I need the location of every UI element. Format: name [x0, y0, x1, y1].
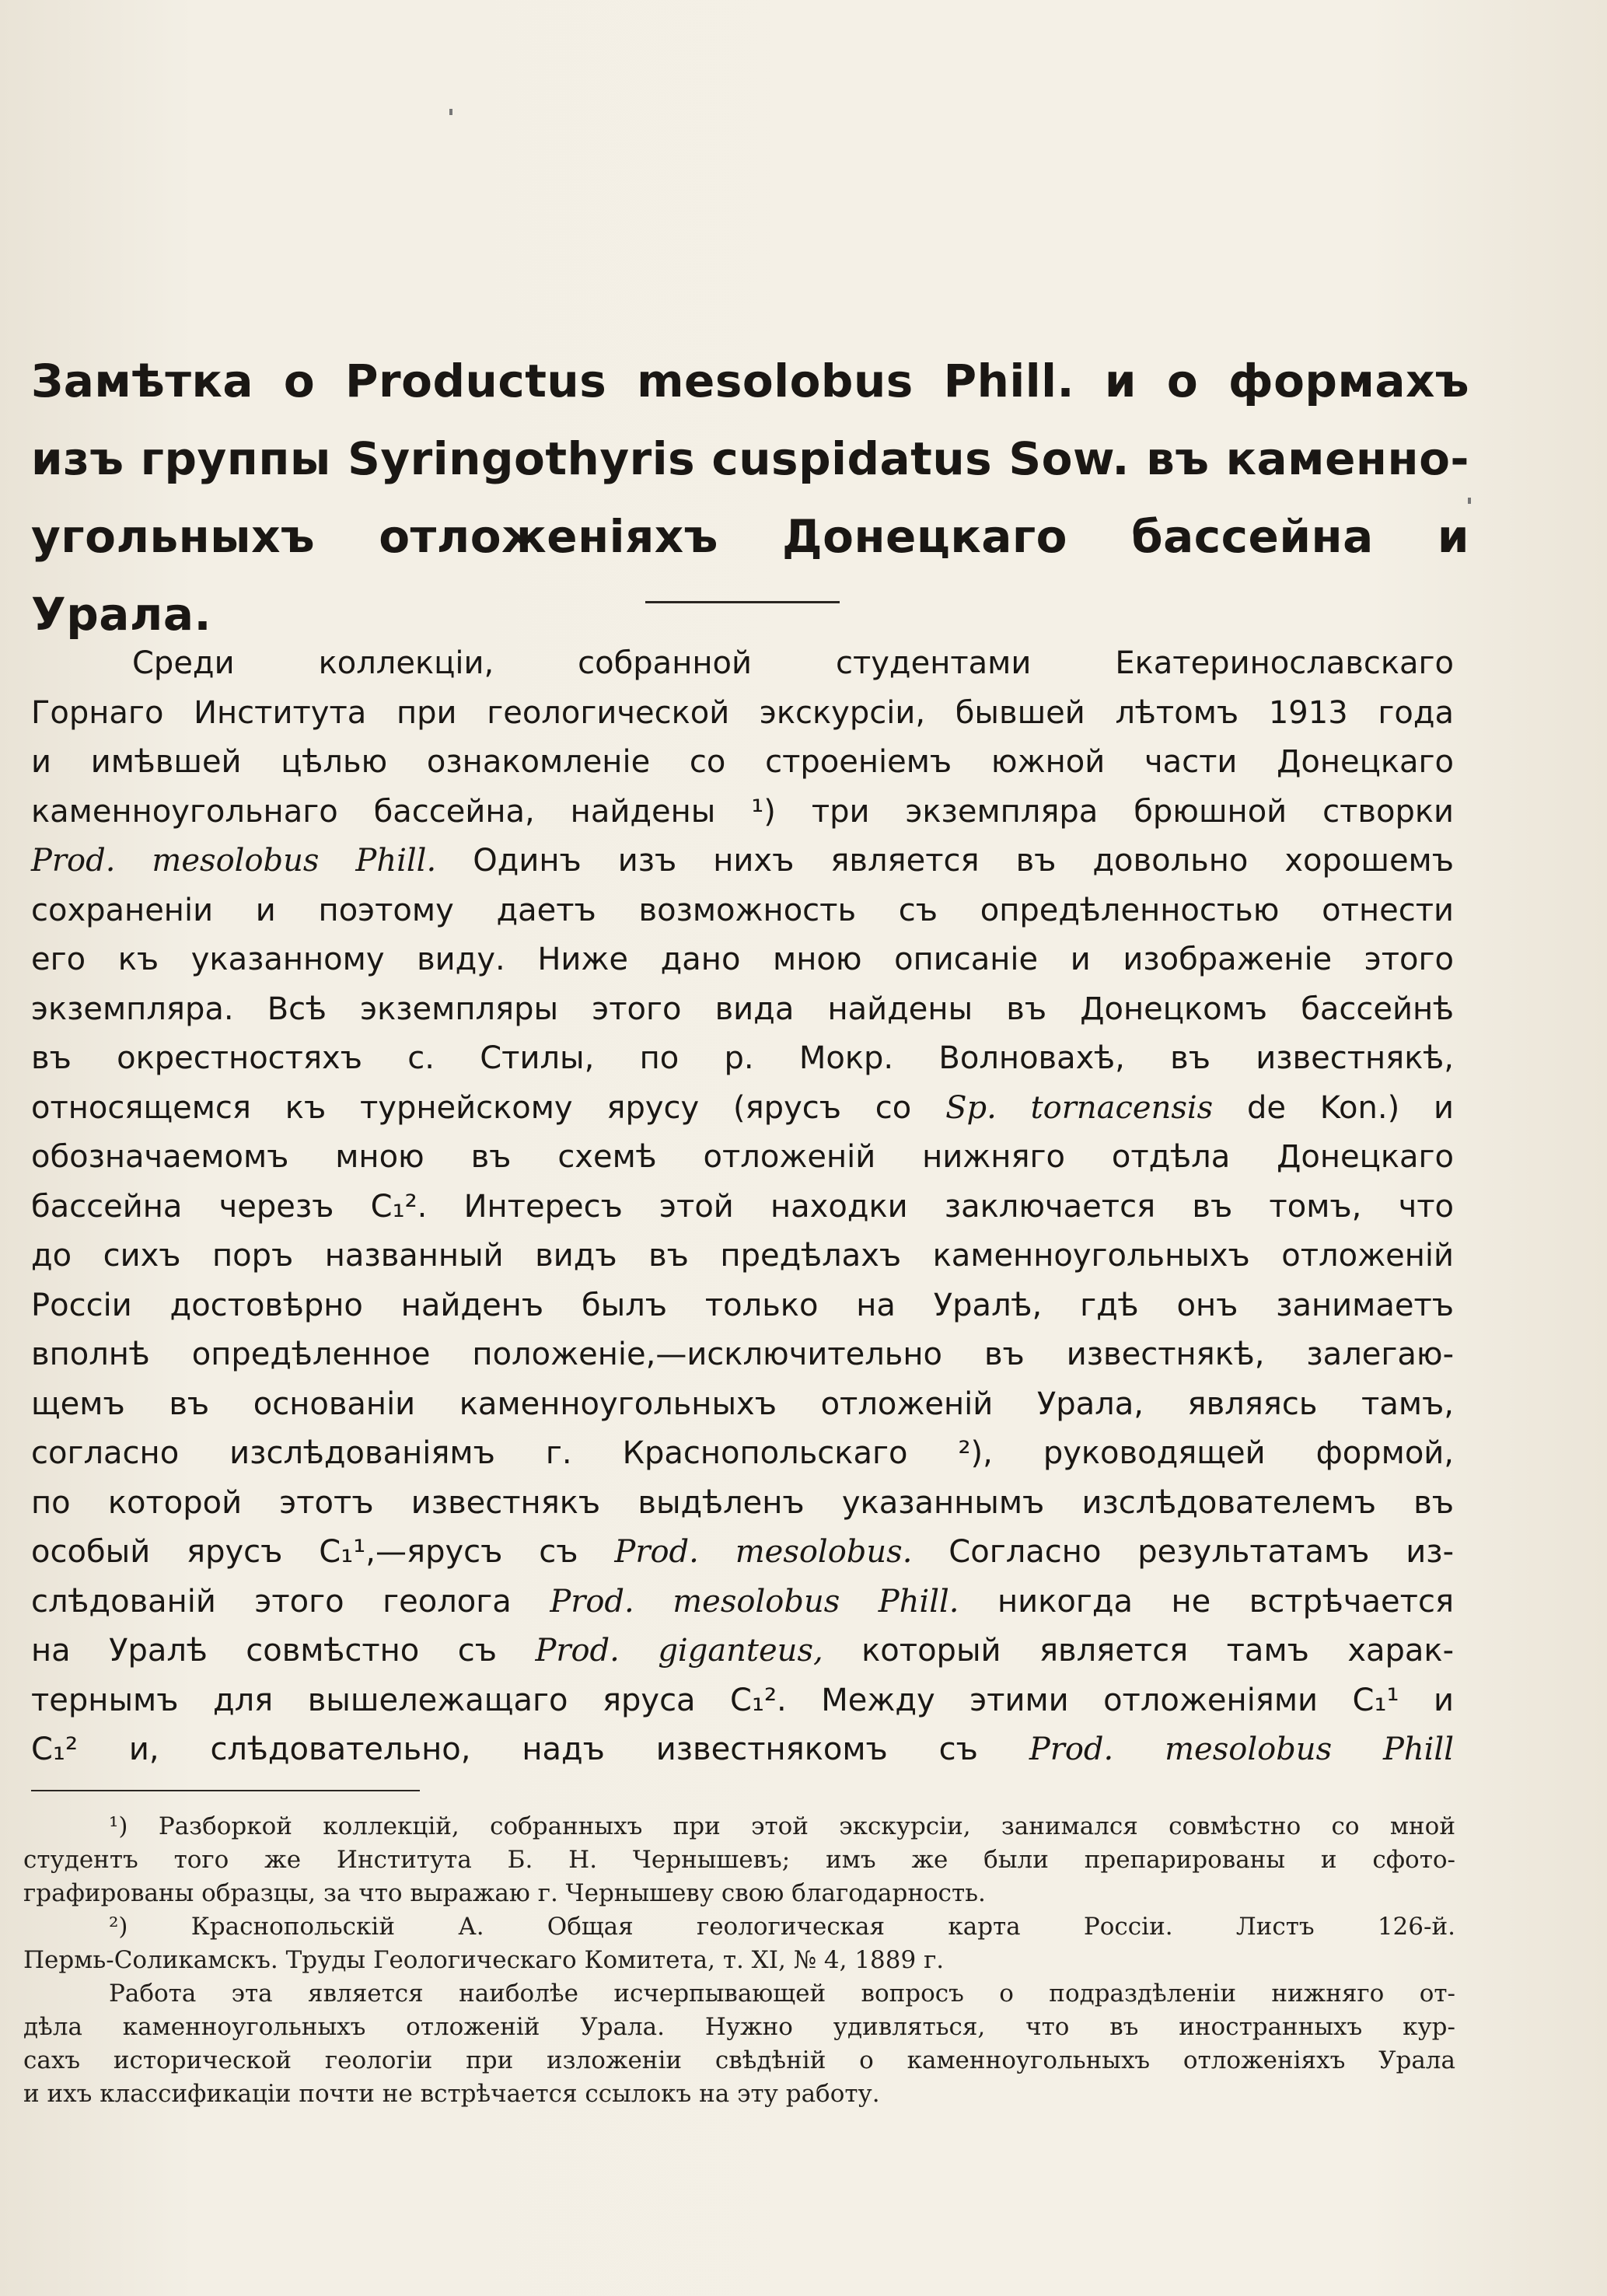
footnote-line: Пермь-Соликамскъ. Труды Геологическаго Комитета, т. XI, № 4, 1889 г.: [23, 1946, 945, 1974]
species-name: Prod. mesolobus Phill.: [550, 1583, 959, 1620]
title-line: угольныхъ отложеніяхъ Донецкаго бассейна и Урала.: [31, 510, 1469, 641]
footnote-line: и ихъ классификаціи почти не встрѣчается ссылокъ на эту работу.: [23, 2080, 880, 2108]
text-line: до сихъ поръ названный видъ въ предѣлахъ каменноугольныхъ отложеній: [31, 1238, 1454, 1274]
text-line: сохраненіи и поэтому даетъ возможность съ опредѣленностью отнести: [31, 892, 1454, 928]
species-name: Prod. giganteus,: [535, 1633, 823, 1669]
species-name: Prod. mesolobus.: [614, 1534, 913, 1570]
text-segment: de Kon.) и: [1247, 1089, 1454, 1126]
main-text: [31, 639, 1454, 1775]
text-line: по которой этотъ известнякъ выдѣленъ указаннымъ изслѣдователемъ въ: [31, 1484, 1454, 1521]
text-line: щемъ въ основаніи каменноугольныхъ отложеній Урала, являясь тамъ,: [31, 1386, 1454, 1422]
footnote-divider: [31, 1790, 420, 1791]
footnote-line: сахъ исторической геологіи при изложеніи свѣдѣній о каменноугольныхъ отложеніяхъ Урала: [23, 2046, 1455, 2074]
text-segment: особый ярусъ C₁¹,—ярусъ съ: [31, 1534, 578, 1570]
text-segment: на Уралѣ совмѣстно съ: [31, 1633, 497, 1669]
text-line: [31, 1725, 1454, 1775]
text-line: въ окрестностяхъ с. Стилы, по р. Мокр. Волновахѣ, въ известнякѣ,: [31, 1040, 1454, 1076]
text-line: каменноугольнаго бассейна, найдены ¹) три экземпляра брюшной створки: [31, 793, 1454, 830]
text-line: обозначаемомъ мною въ схемѣ отложеній нижняго отдѣла Донецкаго: [31, 1139, 1454, 1175]
text-line: согласно изслѣдованіямъ г. Краснопольскаго ²), руководящей формой,: [31, 1435, 1454, 1471]
text-segment: слѣдованій этого геолога: [31, 1583, 512, 1620]
species-name: Prod. mesolobus Phill: [1029, 1732, 1455, 1767]
species-name: Prod. mesolobus Phill.: [31, 843, 437, 879]
text-line: [31, 1528, 1454, 1578]
title-line: Замѣтка о Productus mesolobus Phill. и о формахъ: [31, 355, 1469, 407]
text-line: вполнѣ опредѣленное положеніе,—исключительно въ известнякѣ, залегаю-: [31, 1337, 1454, 1372]
text-line: и имѣвшей цѣлью ознакомленіе со строеніемъ южной части Донецкаго: [31, 744, 1454, 780]
text-segment: Согласно результатамъ из-: [948, 1534, 1454, 1570]
text-line: [31, 837, 1454, 886]
title-line: изъ группы Syringothyris cuspidatus Sow. въ каменно-: [31, 432, 1469, 485]
footnote-line: ²) Краснопольскій А. Общая геологическая карта Россіи. Листъ 126-й.: [109, 1913, 1455, 1941]
text-segment: C₁² и, слѣдовательно, надъ известнякомъ съ: [31, 1732, 978, 1767]
footnote-line: графированы образцы, за что выражаю г. Чернышеву свою благодарность.: [23, 1879, 986, 1907]
text-line: [31, 1627, 1454, 1676]
footnote-line: студентъ того же Института Б. Н. Чернышевъ; имъ же были препарированы и сфото-: [23, 1846, 1455, 1874]
article-title: [31, 342, 1469, 653]
text-line: Горнаго Института при геологической экскурсіи, бывшей лѣтомъ 1913 года: [31, 694, 1454, 731]
text-line: [31, 1578, 1454, 1627]
footnote-line: Работа эта является наиболѣе исчерпывающей вопросъ о подраздѣленіи нижняго от-: [109, 1980, 1455, 2008]
text-line: Среди коллекціи, собранной студентами Екатеринославскаго: [132, 645, 1454, 681]
title-divider: [645, 601, 840, 603]
text-line: [31, 1084, 1454, 1134]
text-segment: который является тамъ харак-: [861, 1633, 1455, 1669]
text-segment: относящемся къ турнейскому ярусу (ярусъ со: [31, 1089, 912, 1126]
text-segment: Одинъ изъ нихъ является въ довольно хорошемъ: [473, 843, 1454, 879]
print-speck: [449, 109, 452, 115]
text-line: бассейна черезъ C₁². Интересъ этой находки заключается въ томъ, что: [31, 1188, 1454, 1225]
text-line: Россіи достовѣрно найденъ былъ только на Уралѣ, гдѣ онъ занимаетъ: [31, 1287, 1454, 1323]
footnote-line: дѣла каменноугольныхъ отложеній Урала. Нужно удивляться, что въ иностранныхъ кур-: [23, 2013, 1455, 2041]
text-line: тернымъ для вышележащаго яруса C₁². Между этими отложеніями C₁¹ и: [31, 1682, 1454, 1718]
species-name: Sp. tornacensis: [945, 1089, 1214, 1126]
footnote-line: ¹) Разборкой коллекцій, собранныхъ при этой экскурсіи, занимался совмѣстно со мной: [109, 1812, 1455, 1840]
text-segment: никогда не встрѣчается: [997, 1583, 1455, 1620]
text-line: экземпляра. Всѣ экземпляры этого вида найдены въ Донецкомъ бассейнѣ: [31, 991, 1454, 1027]
text-line: его къ указанному виду. Ниже дано мною описаніе и изображеніе этого: [31, 942, 1454, 977]
footnotes: [23, 1810, 1455, 2111]
